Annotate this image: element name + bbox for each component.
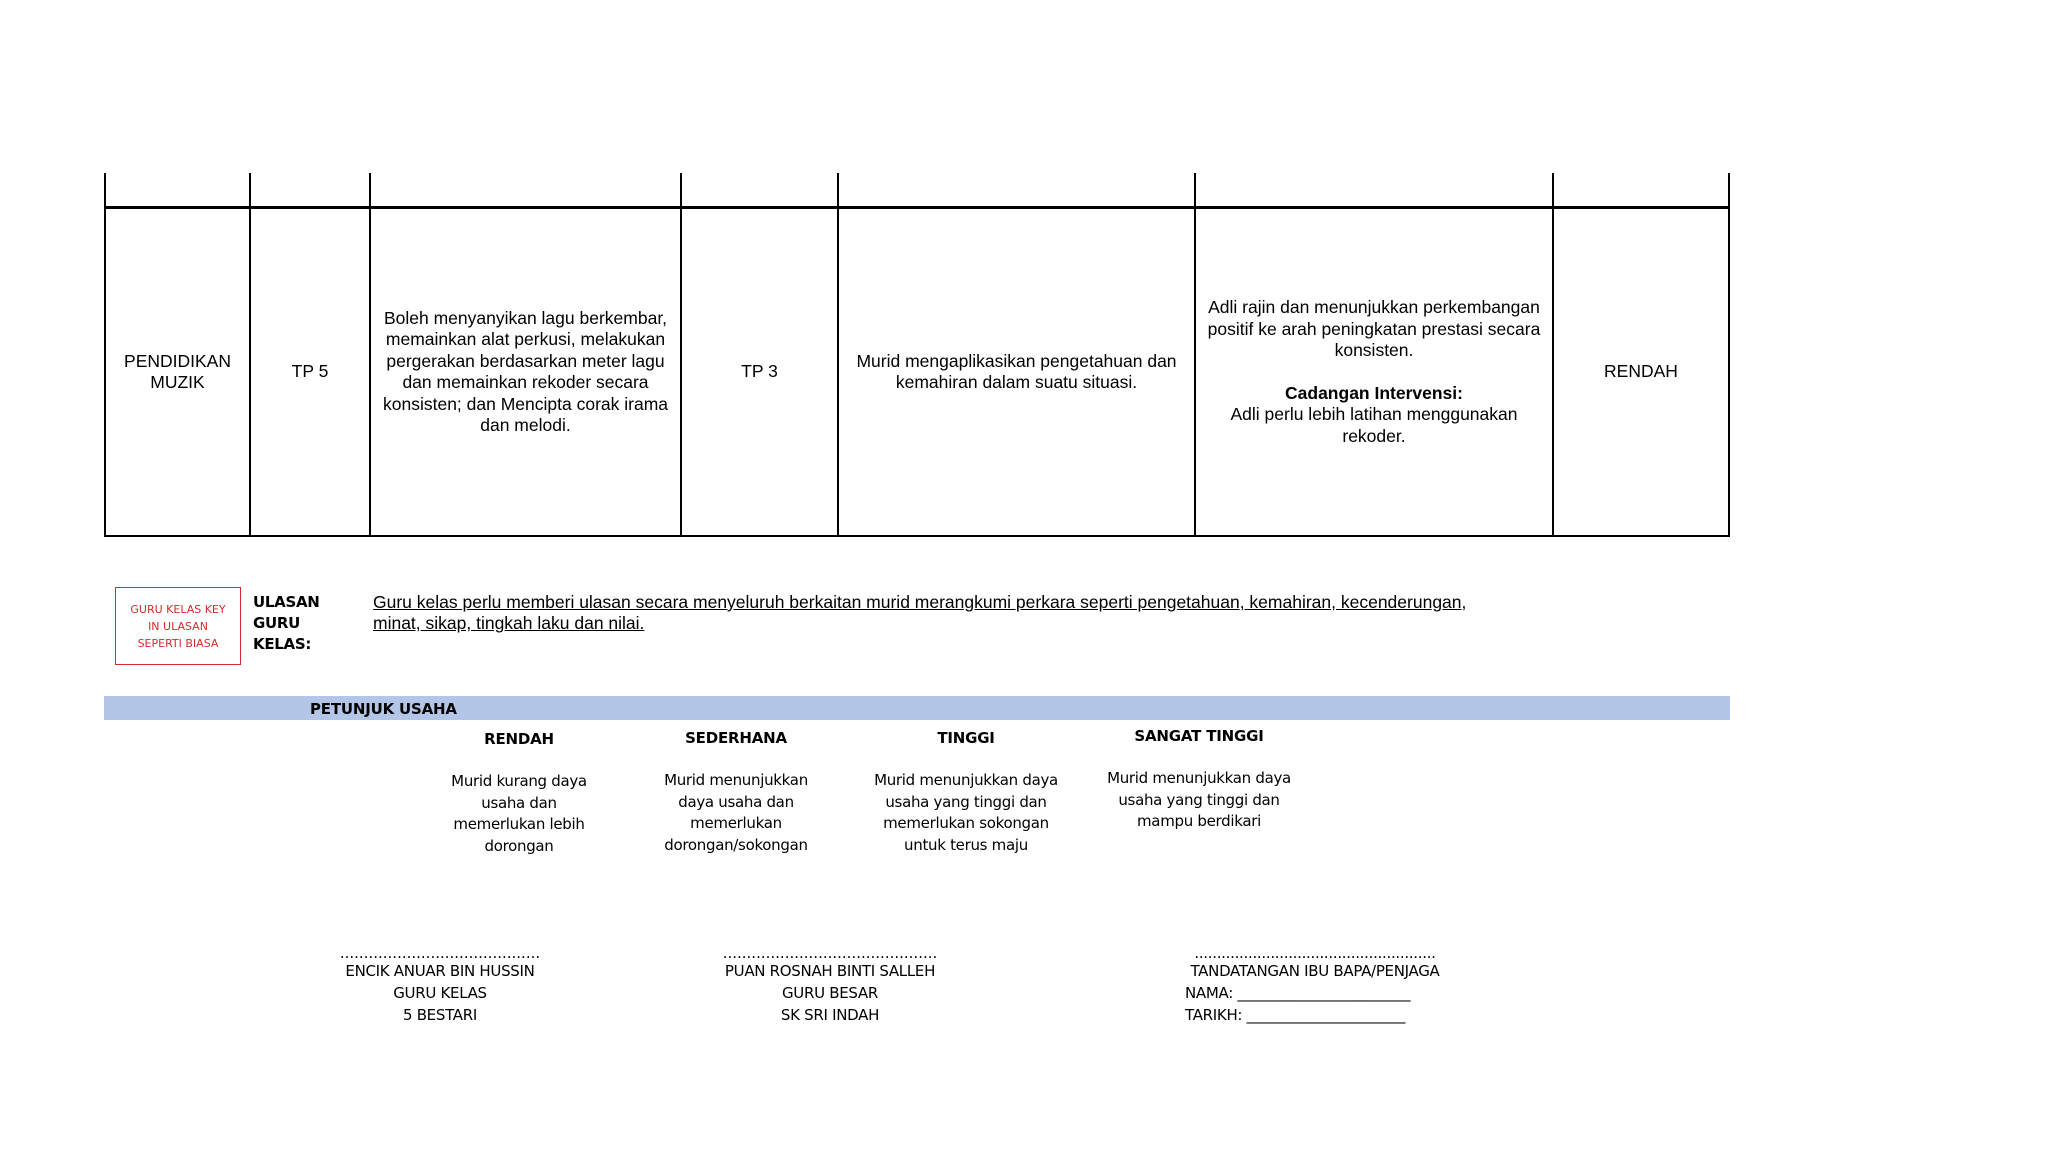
signature-line: ............................................. <box>722 944 938 962</box>
cell-target-level <box>251 209 369 535</box>
level-rendah <box>424 729 614 857</box>
note-line: SEPERTI BIASA <box>137 636 219 650</box>
level-desc-line: dorongan/sokongan <box>664 835 808 854</box>
level-desc-line: usaha yang tinggi dan <box>1118 790 1280 809</box>
cell-effort <box>1554 209 1728 535</box>
ulasan-label-line: KELAS: <box>253 635 312 653</box>
parent-title: TANDATANGAN IBU BAPA/PENJAGA <box>1190 962 1440 980</box>
level-desc-line: memerlukan lebih <box>453 815 585 833</box>
level-tinggi <box>851 728 1081 856</box>
note-box <box>115 587 241 665</box>
signatory-name: ENCIK ANUAR BIN HUSSIN <box>345 962 535 980</box>
level-desc-line: usaha dan <box>481 793 557 812</box>
level-name: SEDERHANA <box>685 729 787 747</box>
level-desc <box>641 770 831 856</box>
note-line: IN ULASAN <box>148 619 208 633</box>
level-name: SANGAT TINGGI <box>1134 727 1264 745</box>
level-name: RENDAH <box>484 730 554 748</box>
signatory-name: PUAN ROSNAH BINTI SALLEH <box>724 962 936 980</box>
level-desc-line: Murid kurang daya <box>451 772 587 790</box>
level-desc-line: memerlukan sokongan <box>883 814 1049 832</box>
level-desc-line: Murid menunjukkan daya <box>874 771 1058 789</box>
ulasan-text <box>373 592 1513 634</box>
signatory-title: GURU BESAR <box>781 984 879 1002</box>
level-desc <box>1084 768 1314 833</box>
ulasan-text-line: minat, sikap, tingkah laku dan nilai. <box>373 613 645 633</box>
cell-achieved-level <box>682 209 837 535</box>
level-desc-line: daya usaha dan <box>678 792 794 811</box>
parent-date-field[interactable]: TARIKH: ______________________ <box>1185 1006 1406 1024</box>
signature-parent <box>1175 946 1455 1026</box>
level-desc <box>424 771 614 857</box>
cell-comment <box>1196 209 1552 535</box>
ulasan-label <box>253 592 363 655</box>
intervention-label: Cadangan Intervensi: <box>1285 382 1463 403</box>
level-desc-line: memerlukan <box>690 814 782 832</box>
level-desc-line: Murid menunjukkan daya <box>1107 769 1291 787</box>
table-border <box>1728 173 1730 537</box>
level-desc-line: dorongan <box>484 836 554 855</box>
assessment-table <box>104 173 1730 537</box>
achieved-level-text: TP 3 <box>741 361 778 382</box>
cell-subject <box>106 209 249 535</box>
target-level-text: TP 5 <box>291 361 329 382</box>
comment-text: Adli rajin dan menunjukkan perkembangan positif ke arah peningkatan prestasi secara konsisten. <box>1207 297 1541 360</box>
level-sederhana <box>641 728 831 856</box>
ulasan-label-line: ULASAN GURU <box>253 593 320 632</box>
effort-text: RENDAH <box>1604 361 1678 382</box>
signature-teacher <box>320 946 560 1026</box>
signatory-title: GURU KELAS <box>393 984 487 1002</box>
level-sangat-tinggi <box>1084 726 1314 833</box>
cell-standard <box>371 209 680 535</box>
signatory-class: 5 BESTARI <box>402 1006 477 1024</box>
level-desc-line: usaha yang tinggi dan <box>885 792 1047 811</box>
table-bottom-rule <box>104 535 1730 537</box>
signatory-school: SK SRI INDAH <box>780 1006 880 1024</box>
signature-headmaster <box>700 946 960 1026</box>
ulasan-text-line: Guru kelas perlu memberi ulasan secara menyeluruh berkaitan murid merangkumi perkara seperti pengetahuan, kemahiran, kecenderungan, <box>373 592 1467 612</box>
parent-name-field[interactable]: NAMA: ________________________ <box>1185 984 1411 1002</box>
cell-descriptor <box>839 209 1194 535</box>
intervention-text: Adli perlu lebih latihan menggunakan rekoder. <box>1230 404 1518 446</box>
standard-text: Boleh menyanyikan lagu berkembar, memainkan alat perkusi, melakukan pergerakan berdasarkan meter lagu dan memainkan rekoder secara konsisten; dan Mencipta corak irama dan melodi. <box>383 307 668 435</box>
note-line: GURU KELAS KEY <box>130 602 226 616</box>
signature-line: .......................................... <box>339 944 541 962</box>
level-name: TINGGI <box>937 729 995 747</box>
level-desc <box>851 770 1081 856</box>
level-desc-line: Murid menunjukkan <box>664 771 808 789</box>
signature-line: ...................................................... <box>1194 944 1436 962</box>
petunjuk-title: PETUNJUK USAHA <box>310 700 457 718</box>
subject-text: PENDIDIKAN MUZIK <box>124 350 231 392</box>
level-desc-line: untuk terus maju <box>904 835 1028 854</box>
level-desc-line: mampu berdikari <box>1136 812 1261 830</box>
descriptor-text: Murid mengaplikasikan pengetahuan dan kemahiran dalam suatu situasi. <box>856 350 1177 392</box>
